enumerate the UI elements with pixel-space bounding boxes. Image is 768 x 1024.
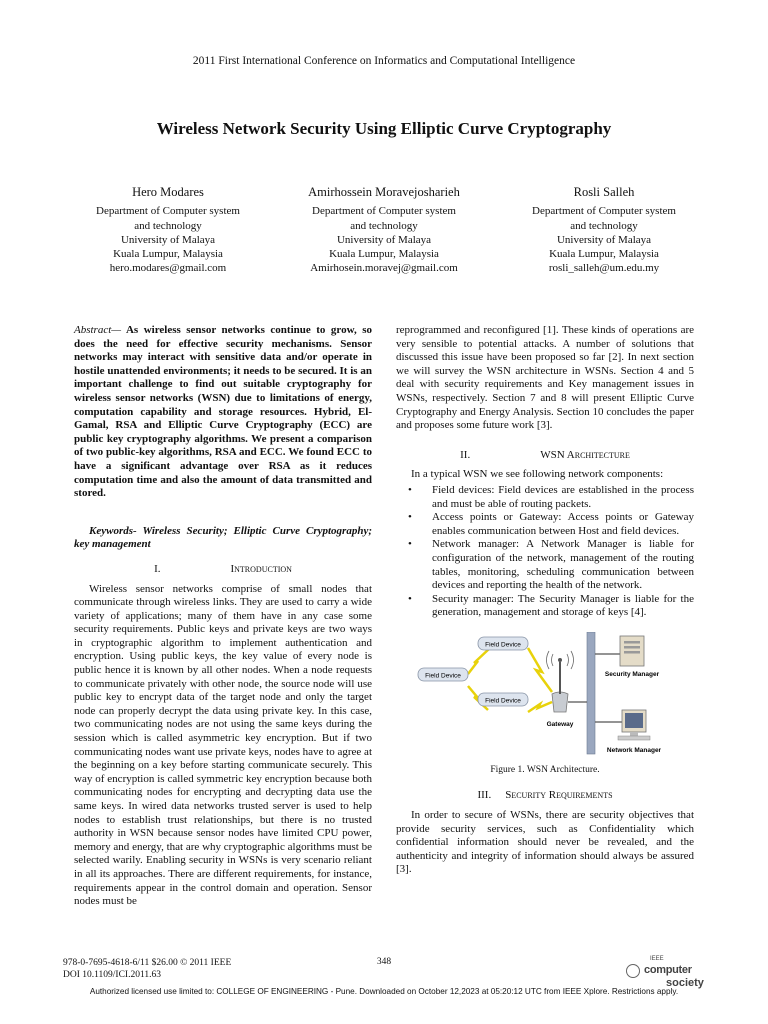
author-affiliation: and technology	[350, 219, 418, 232]
security-manager-label: Security Manager	[604, 670, 660, 678]
section-title: Introduction	[230, 562, 292, 575]
logo-society-text: society	[666, 976, 704, 989]
author-affiliation: University of Malaya	[556, 233, 652, 246]
section-title: Security Requirements	[505, 789, 613, 802]
wireless-link-icon	[468, 648, 490, 674]
logo-computer-text: computer	[644, 964, 692, 977]
section-number: I.	[154, 562, 161, 575]
paper-title: Wireless Network Security Using Elliptic Curve Cryptography	[156, 119, 612, 138]
section-number: III.	[477, 789, 492, 802]
component-list	[396, 484, 694, 620]
ieee-computer-society-logo	[626, 955, 704, 988]
keywords: Keywords- Wireless Security; Elliptic Curve Cryptography; key management	[74, 524, 372, 551]
gateway-label: Gateway	[546, 720, 574, 728]
section-heading-introduction	[74, 563, 372, 577]
list-item: • Network manager: A Network Manager is liable for configuration of the network, management of the routing tables, monitoring, scheduling communication between devices and reporting the health of the network.	[432, 538, 694, 592]
section-title: WSN Architecture	[540, 448, 630, 461]
page-number: 348	[376, 957, 392, 967]
list-item: • Security manager: The Security Manager is liable for the generation, management and storage of keys [4].	[432, 593, 694, 620]
author-affiliation: and technology	[570, 219, 638, 232]
field-device-label: Field Device	[485, 641, 521, 649]
network-backbone	[587, 632, 595, 754]
intro-text: Wireless sensor networks comprise of small nodes that communicate through wireless links. They are used to carry a wide variety of applications; many of them have in any case some security requirements. Public keys and private keys are two ways in cryptographic algorithm to implement authentication and encryption. Using public keys, the key value of every node is public hence it is known by all other nodes. When a node requests to communicate privately with other node, the source node will use public key to encrypt data of the target node and only the target node can properly decrypt the data using private key. In this case, two communicating nodes are not using the same keys during the session which is called asymmetric key encryption. But if two communicating nodes want use private keys, nodes have to agree at the beginning on a key before starting communicate securely. This way of encryption is called symmetric key encryption because both communicating nodes for encrypting and decrypting data use the same keys. In wired data networks trusted server is used to help nodes to establish trust relationships, but there is no trusted authority in WSN because sensor nodes have limited CPU power, memory and energy, that are why cryptographic algorithms must be selected warily. Enabling security in WSNs is very scenario reliant in all its approaches. There are different requirements, for instance, requirements appear in the control domain and operation. Sensor nodes must be	[74, 582, 372, 908]
security-text: In order to secure of WSNs, there are security objectives that provide security services, such as Confidentiality which confidential information should never be revealed, and the authenticity and integrity of information should always be assured [3].	[396, 809, 694, 876]
wireless-link-icon	[528, 648, 552, 692]
author-email: Amirhosein.moravej@gmail.com	[310, 262, 458, 275]
network-manager-label: Network Manager	[606, 746, 662, 754]
author-name: Amirhossein Moravejosharieh	[308, 185, 460, 199]
author-block-2	[278, 185, 490, 276]
list-item: • Access points or Gateway: Access points or Gateway enables communication between Host and field devices.	[432, 511, 694, 538]
author-affiliation: University of Malaya	[120, 233, 216, 246]
author-email: hero.modares@gmail.com	[109, 262, 227, 275]
author-affiliation: Department of Computer system	[532, 205, 676, 218]
globe-icon	[626, 964, 640, 978]
section-number: II.	[460, 448, 471, 461]
right-column	[396, 324, 694, 877]
license-notice: Authorized licensed use limited to: COLLEGE OF ENGINEERING - Pune. Downloaded on October 12,2023 at 05:20:12 UTC from IEEE Xplore. Restrictions apply.	[89, 987, 679, 996]
figure-wsn-architecture	[396, 632, 766, 758]
author-affiliation: Department of Computer system	[312, 205, 456, 218]
author-block-1	[63, 185, 273, 276]
figure-caption: Figure 1. WSN Architecture.	[490, 764, 600, 775]
author-name: Rosli Salleh	[573, 185, 635, 199]
wireless-link-icon	[528, 702, 552, 712]
list-item: • Field devices: Field devices are established in the process and must be able of routing packets.	[432, 484, 694, 511]
author-email: rosli_salleh@um.edu.my	[548, 262, 660, 275]
abstract	[74, 324, 372, 501]
field-device-label: Field Device	[485, 697, 521, 705]
architecture-intro: In a typical WSN we see following network components:	[411, 468, 664, 481]
author-affiliation: Kuala Lumpur, Malaysia	[113, 248, 223, 261]
intro-continued-text: reprogrammed and reconfigured [1]. These kinds of operations are very sensible to potential attacks. A number of solutions that discussed this issue have been proposed so far [2]. In next section we will survey the WSN architecture in WSNs. Section 4 and 5 deal with security requirements and Key management issues in WSNs, respectively. Section 7 and 8 will present Elliptic Curve Cryptography and Energy Analysis. Section 10 concludes the paper and proposes some future work [3].	[396, 324, 694, 432]
author-affiliation: Kuala Lumpur, Malaysia	[549, 248, 659, 261]
author-affiliation: Department of Computer system	[96, 205, 240, 218]
wsn-diagram	[410, 632, 710, 758]
author-affiliation: Kuala Lumpur, Malaysia	[329, 248, 439, 261]
author-block-3	[498, 185, 710, 276]
author-name: Hero Modares	[132, 185, 204, 199]
conference-header: 2011 First International Conference on Informatics and Computational Intelligence	[192, 55, 576, 67]
section-heading-security	[396, 789, 694, 803]
gateway-icon	[552, 692, 568, 712]
author-affiliation: and technology	[134, 219, 202, 232]
section-heading-architecture	[396, 449, 694, 463]
isbn-line: 978-0-7695-4618-6/11 $26.00 © 2011 IEEE	[63, 958, 232, 968]
abstract-label: Abstract—	[74, 324, 122, 336]
field-device-label: Field Device	[425, 672, 461, 680]
author-affiliation: University of Malaya	[336, 233, 432, 246]
logo-ieee-text: IEEE	[650, 956, 664, 962]
doi-line: DOI 10.1109/ICI.2011.63	[63, 970, 161, 980]
abstract-text: As wireless sensor networks continue to grow, so does the need for effective security mechanisms. Sensor networks may interact with sensitive data and/or operate in hostile unattended environments; it needs to be secured. It is an important challenge to find out suitable cryptography for wireless sensor networks (WSN) due to limitations of energy, computation capability and storage resources. Hybrid, El-Gamal, RSA and Elliptic Curve Cryptography (ECC) are public key cryptography algorithms. We present a comparison of two public-key algorithms, RSA and ECC. We found ECC to have a significant advantage over RSA as it reduces computation time and also the amount of data transmitted and stored.	[74, 324, 372, 500]
left-column	[74, 324, 372, 909]
